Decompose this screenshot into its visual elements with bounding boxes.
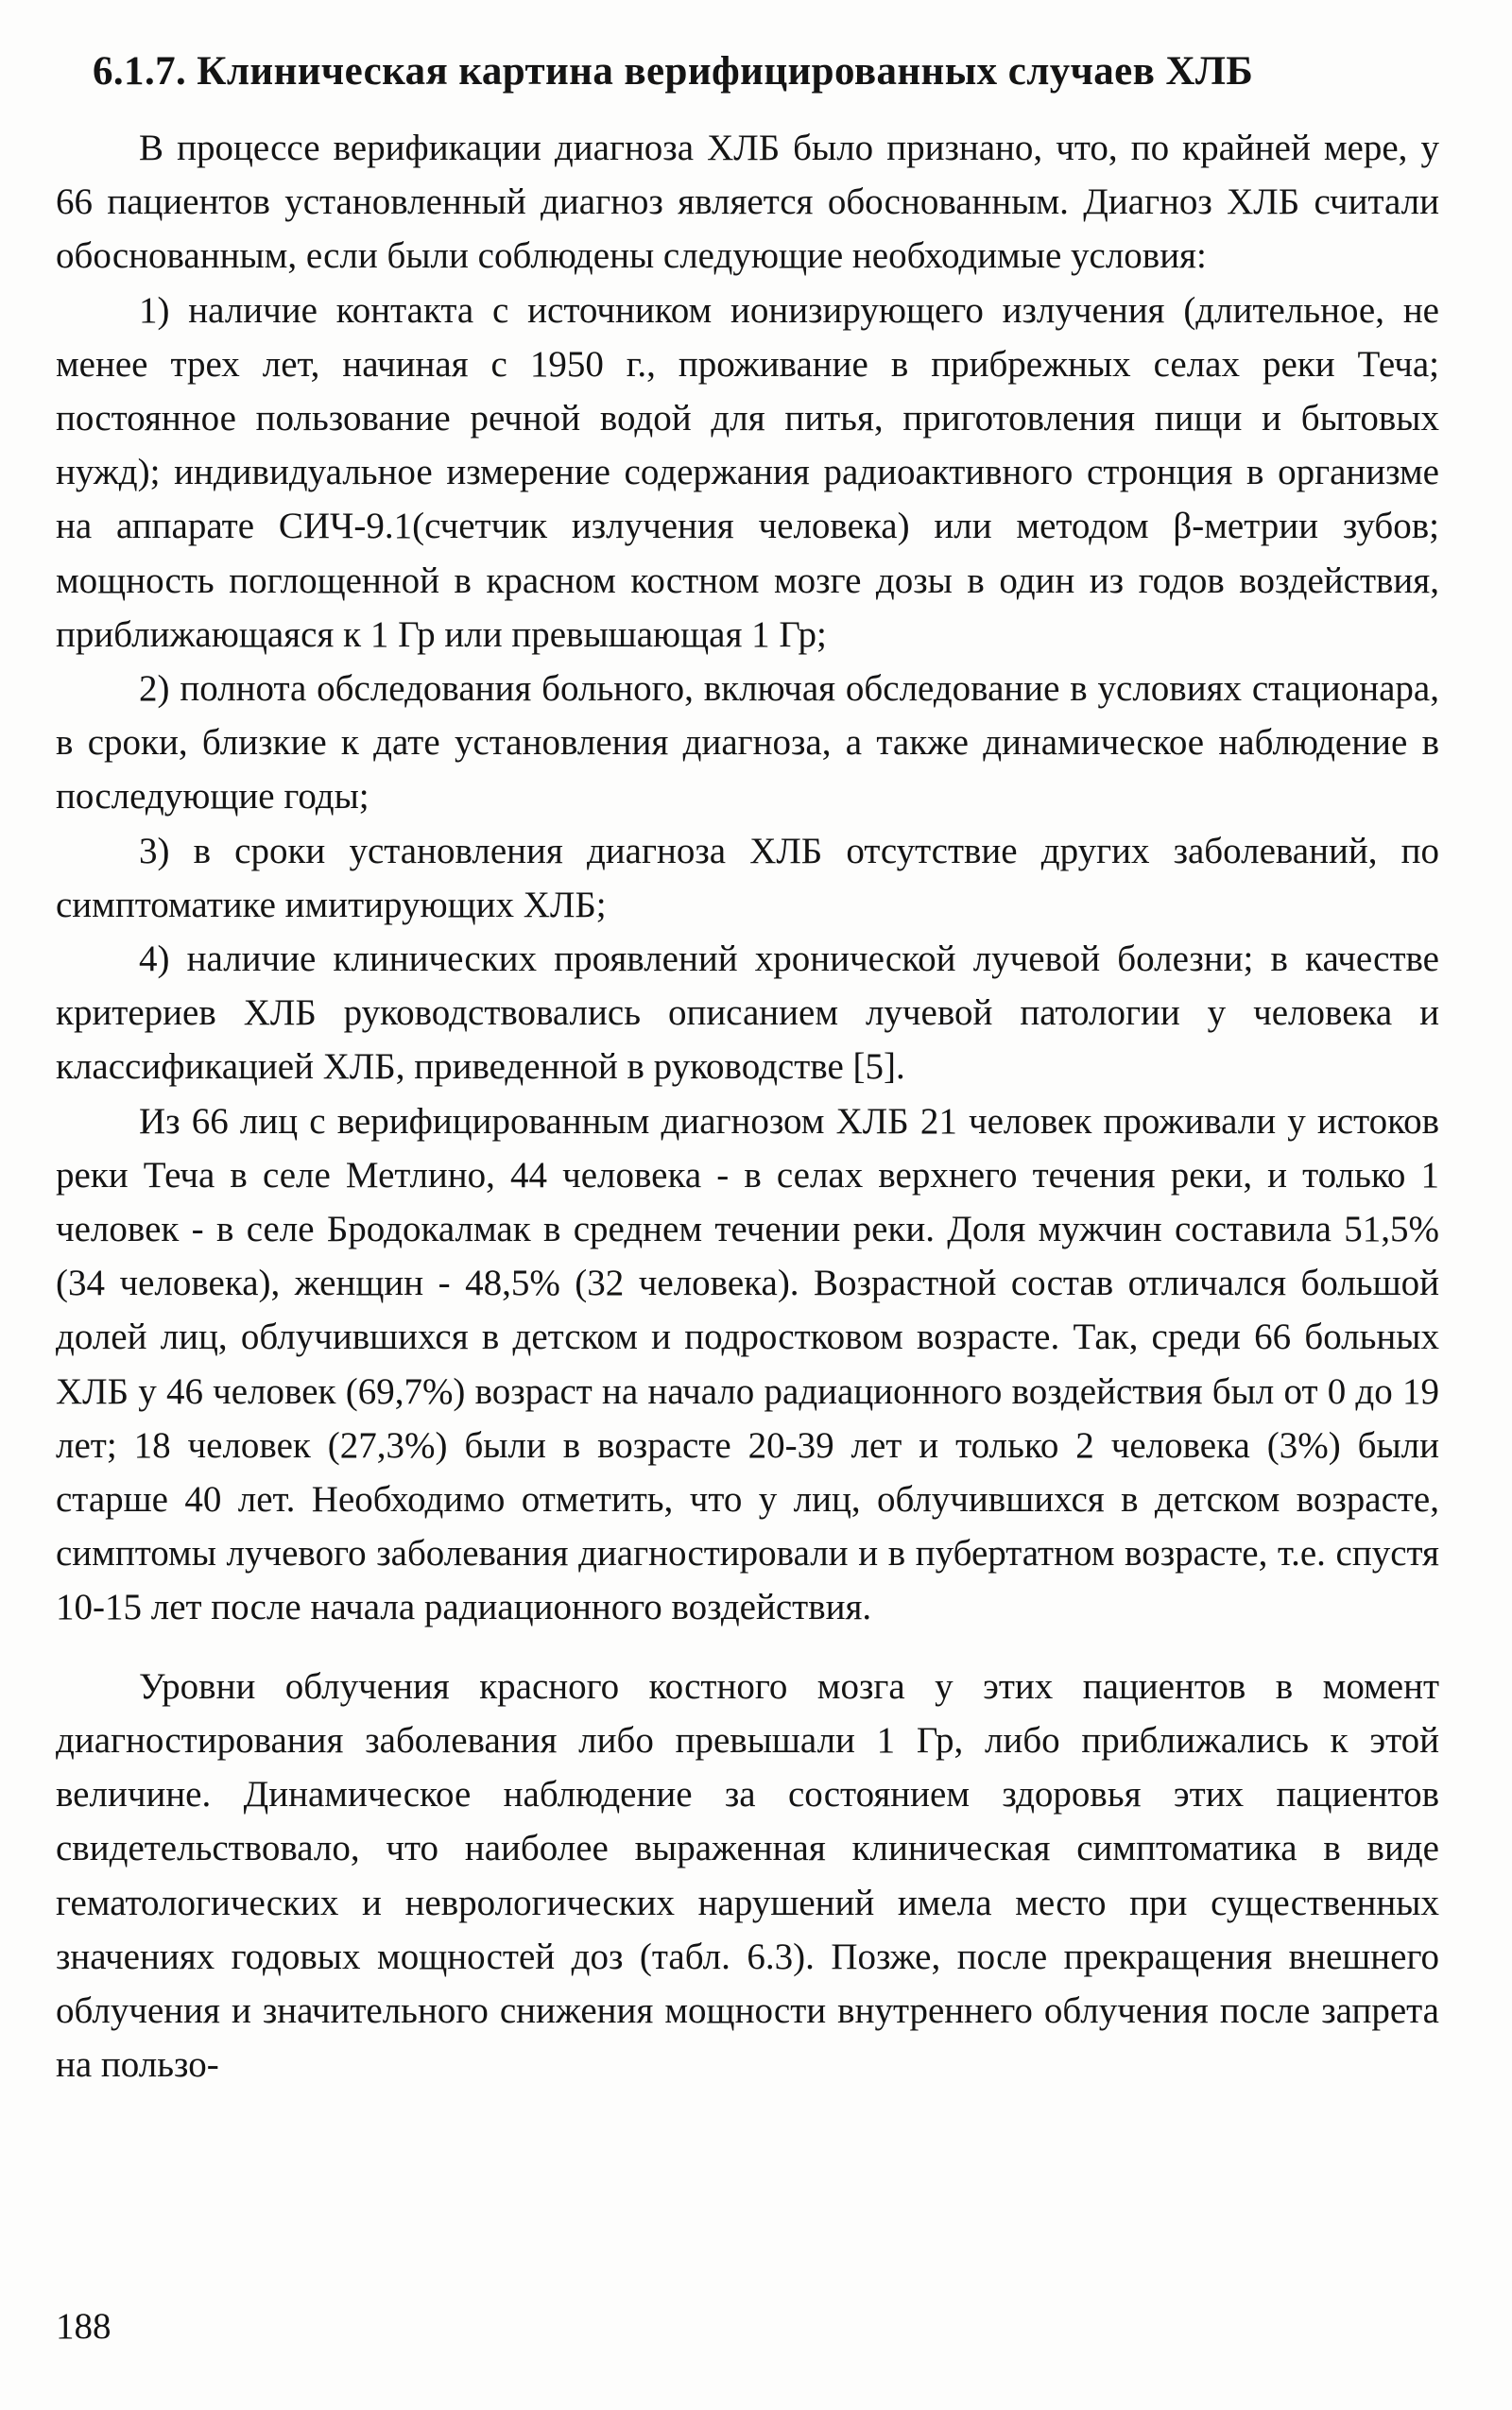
page-number: 188 (56, 2306, 112, 2347)
paragraph-condition-1: 1) наличие контакта с источником ионизирующего излучения (длительное, не менее трех лет, начиная с 1950 г., проживание в прибрежных селах реки Теча; постоянное пользование речной водой для питья, приготовления пищи и бытовых нужд); индивидуальное измерение содержания радиоактивного стронция в организме на аппарате СИЧ-9.1(счетчик излучения человека) или методом β-метрии зубов; мощность поглощенной в красном костном мозге дозы в один из годов воздействия, приближающаяся к 1 Гр или превышающая 1 Гр; (56, 289, 1439, 655)
paragraph-exposure-levels: Уровни облучения красного костного мозга у этих пациентов в момент диагностирования заболевания либо превышали 1 Гр, либо приближались к этой величине. Динамическое наблюдение за состоянием здоровья этих пациентов свидетельствовало, что наиболее выраженная клиническая симптоматика в виде гематологических и неврологических нарушений имела место при существенных значениях годовых мощностей доз (табл. 6.3). Позже, после прекращения внешнего облучения и значительного снижения мощности внутреннего облучения после запрета на пользо- (56, 1665, 1439, 2086)
section-heading: 6.1.7. Клиническая картина верифицированных случаев ХЛБ (93, 49, 1254, 94)
body-text (56, 121, 1439, 2092)
paragraph-intro: В процессе верификации диагноза ХЛБ было признано, что, по крайней мере, у 66 пациентов установленный диагноз является обоснованным. Диагноз ХЛБ считали обоснованным, если были соблюдены следующие необходимые условия: (56, 128, 1439, 277)
paragraph-condition-4: 4) наличие клинических проявлений хронической лучевой болезни; в качестве критериев ХЛБ руководствовались описанием лучевой патологии у человека и классификацией ХЛБ, приведенной в руководстве [5]. (56, 938, 1439, 1088)
paragraph-condition-2: 2) полнота обследования больного, включая обследование в условиях стационара, в сроки, близкие к дате установления диагноза, а также динамическое наблюдение в последующие годы; (56, 668, 1439, 818)
paragraph-demographics: Из 66 лиц с верифицированным диагнозом ХЛБ 21 человек проживали у истоков реки Теча в селе Метлино, 44 человека - в селах верхнего течения реки, и только 1 человек - в селе Бродокалмак в среднем течении реки. Доля мужчин составила 51,5% (34 человека), женщин - 48,5% (32 человека). Возрастной состав отличался большой долей лиц, облучившихся в детском и подростковом возрасте. Так, среди 66 больных ХЛБ у 46 человек (69,7%) возраст на начало радиационного воздействия был от 0 до 19 лет; 18 человек (27,3%) были в возрасте 20-39 лет и только 2 человека (3%) были старше 40 лет. Необходимо отметить, что у лиц, облучившихся в детском возрасте, симптомы лучевого заболевания диагностировали и в пубертатном возрасте, т.е. спустя 10-15 лет после начала радиационного воздействия. (56, 1100, 1439, 1628)
paragraph-condition-3: 3) в сроки установления диагноза ХЛБ отсутствие других заболеваний, по симптоматике имитирующих ХЛБ; (56, 830, 1439, 925)
